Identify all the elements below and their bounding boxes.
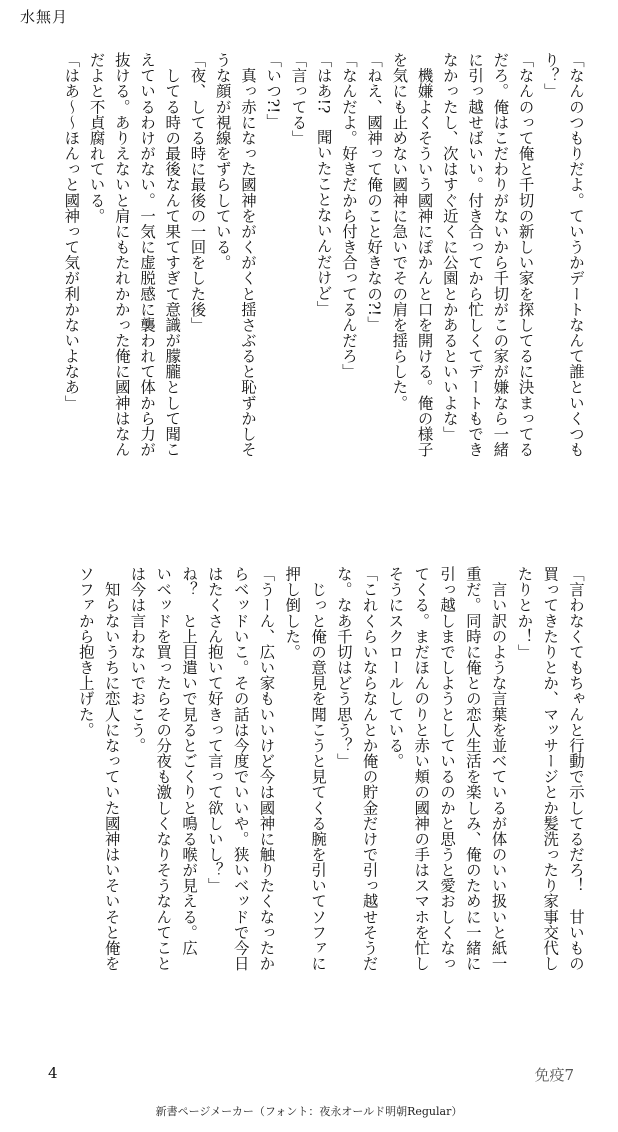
text-column: ね？ と上目遣いで見るとごくりと鳴る喉が見える。広 [180,566,199,956]
text-column: いベッドを買ったらその分夜も激しくなりそうなんてこと [154,566,173,972]
text-column: 押し倒した。 [283,566,302,660]
text-column: 重だ。同時に俺との恋人生活を楽しみ、俺のために一緒に [463,566,482,972]
text-column: に引っ越せばいい。付き合ってから忙しくてデートもでき [466,52,485,458]
top-text-block [58,52,588,514]
text-column: 「言わなくてもちゃんと行動で示してるだろ！ 甘いもの [567,566,585,972]
text-column: 知らないうちに恋人になっていた國神はいそいそと俺を [102,566,121,972]
text-column: 「ねえ、國神って俺のこと好きなの?!」 [365,52,384,332]
text-column: 真っ赤になった國神をがくがくと揺さぶると恥ずかしそ [238,52,257,458]
text-column: 言い訳のような言葉を並べているが体のいい扱いと紙一 [489,566,508,972]
text-column: 引っ越しまでしようとしているのかと思うと愛おしくなっ [438,566,457,972]
text-column: 「うーん、広い家もいいけど今は國神に触りたくなったか [257,566,276,972]
text-column: らベッドいこ。その話は今度でいいや。狭いベッドで今日 [231,566,250,972]
bottom-text-block [58,566,588,1028]
text-column: 「なんだよ。好きだから付き合ってるんだろ」 [339,52,358,380]
page-number: 4 [48,1064,58,1082]
text-column: 「はあ!? 聞いたことないんだけど」 [314,52,333,317]
text-column: り？」 [541,52,560,99]
text-column: えているわけがない。一気に虚脱感に襲われて体から力が [138,52,157,458]
maker-credit: 新書ページメーカー（フォント：夜永オールド明朝Regular） [155,1105,463,1118]
text-column: な。なあ千切はどう思う？」 [334,566,353,769]
text-column: そうにスクロールしている。 [386,566,405,769]
text-column: 「いつ?!」 [264,52,283,130]
text-column: だろ。俺はこだわりがないから千切がこの家が嫌なら一緒 [491,52,510,458]
text-column: は今は言わないでおこう。 [128,566,147,753]
header-title: 水無月 [20,8,69,26]
text-column: じっと俺の意見を聞こうと見てくる腕を引いてソファに [309,566,328,972]
text-column: たりとか！」 [515,566,534,660]
text-column: 「これくらいならなんとか俺の貯金だけで引っ越せそうだ [360,566,379,972]
text-column: 機嫌よくそういう國神にぽかんと口を開ける。俺の様子 [415,52,434,458]
footer-right-label: 免疫7 [534,1066,574,1084]
text-column: だよと不貞腐れている。 [87,52,106,224]
text-column: 「はあ〜〜ほんっと國神って気が利かないよなあ」 [62,52,81,411]
text-column: ソファから抱き上げた。 [76,566,95,738]
text-column: 抜ける。ありえないと肩にもたれかかった俺に國神はなん [112,52,131,458]
text-column: してる時の最後なんて果てすぎて意識が朦朧として聞こ [163,52,182,458]
text-column: うな顔が視線をずらしている。 [213,52,232,271]
text-column: 「夜、してる時に最後の一回をした後」 [188,52,207,333]
text-column: 「なんのって俺と千切の新しい家を探してるに決まってる [516,52,535,458]
text-column: 買ってきたりとか、マッサージとか髪洗ったり家事交代し [541,566,560,972]
text-column: を気にも止めない國神に急いでその肩を揺らした。 [390,52,409,411]
text-column: 「言ってる」 [289,52,308,146]
text-column: はたくさん抱いて好きって言って欲しいし？」 [205,566,224,894]
text-column: 「なんのつもりだよ。ていうかデートなんて誰といくつも [567,52,585,458]
text-column: なかったし、次はすぐ近くに公園とかあるといいよな」 [440,52,459,442]
text-column: てくる。まだほんのりと赤い頬の國神の手はスマホを忙し [412,566,431,972]
